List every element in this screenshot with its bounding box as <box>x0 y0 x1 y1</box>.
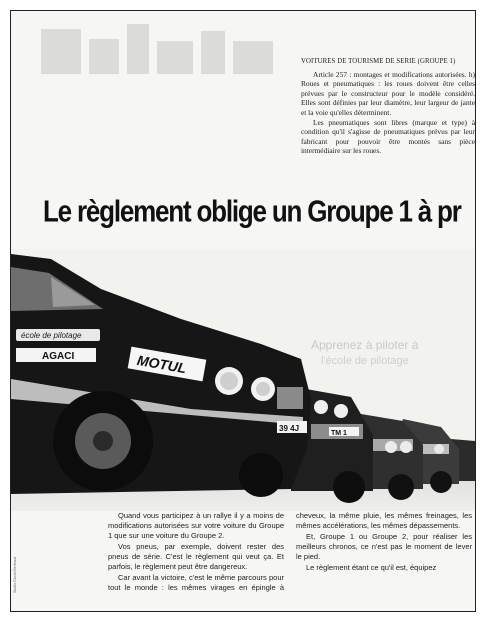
background-sign-2: l'école de pilotage <box>321 355 409 367</box>
sponsor-plate-text: AGACI <box>42 351 75 362</box>
regulation-paragraph-2: Les pneumatiques sont libres (marque et type) à condition qu'il s'agisse de pneumatiques prévus par leur fabricant pour pouvoir être montés sans pièce intermédiaire sur les roues. <box>301 117 475 156</box>
magazine-page <box>10 10 476 612</box>
body-paragraph-5: Le règlement étant ce qu'il est, équipez <box>306 563 437 572</box>
faded-masthead-logo <box>41 19 301 79</box>
photo-credit: Studio Daniel Berthaut <box>13 557 17 593</box>
regulation-paragraph-1: Article 257 : montages et modifications autorisées. h) Roues et pneumatiques : les roues doivent être celles prévues par le constructeur pour le modèle considéré. Elles sont définies par leur diamètre, leur largeur de jante et la voie qu'elles déterminent. <box>301 69 475 117</box>
background-sign-1: Apprenez à piloter à <box>311 338 419 352</box>
motul-decal-text: MOTUL <box>135 351 188 377</box>
body-paragraph-3: Car avant la victoire, c'est le même parcours pour tout le monde : les mêmes virages en épingle à cheveux, la même pluie, les mêmes freinages, les mêmes accélérations, les mêmes dépassements. <box>108 511 472 592</box>
body-paragraph-2: Vos pneus, par exemple, doivent rester des pneus de série. C'est le règlement qui veut ça. Et parfois, le règlement peut être dangereux. <box>108 542 284 571</box>
school-banner-text: école de pilotage <box>21 331 82 340</box>
section-heading: VOITURES DE TOURISME DE SERIE (GROUPE 1) <box>301 58 456 65</box>
article-body <box>108 511 472 609</box>
plate-2-text: TM 1 <box>331 430 347 437</box>
plate-1-text: 39 4J <box>279 424 300 433</box>
headline: Le règlement oblige un Groupe 1 à pr <box>43 193 461 229</box>
body-paragraph-1: Quand vous participez à un rallye il y a moins de modifications autorisées sur votre voiture du Groupe 1 que sur une voiture du Groupe 2. <box>108 511 284 540</box>
regulation-excerpt <box>301 57 475 156</box>
rally-cars-photo <box>11 249 475 511</box>
body-paragraph-4: Et, Groupe 1 ou Groupe 2, pour réaliser les meilleurs chronos, ce n'est pas le moment de lever le pied. <box>296 532 472 561</box>
